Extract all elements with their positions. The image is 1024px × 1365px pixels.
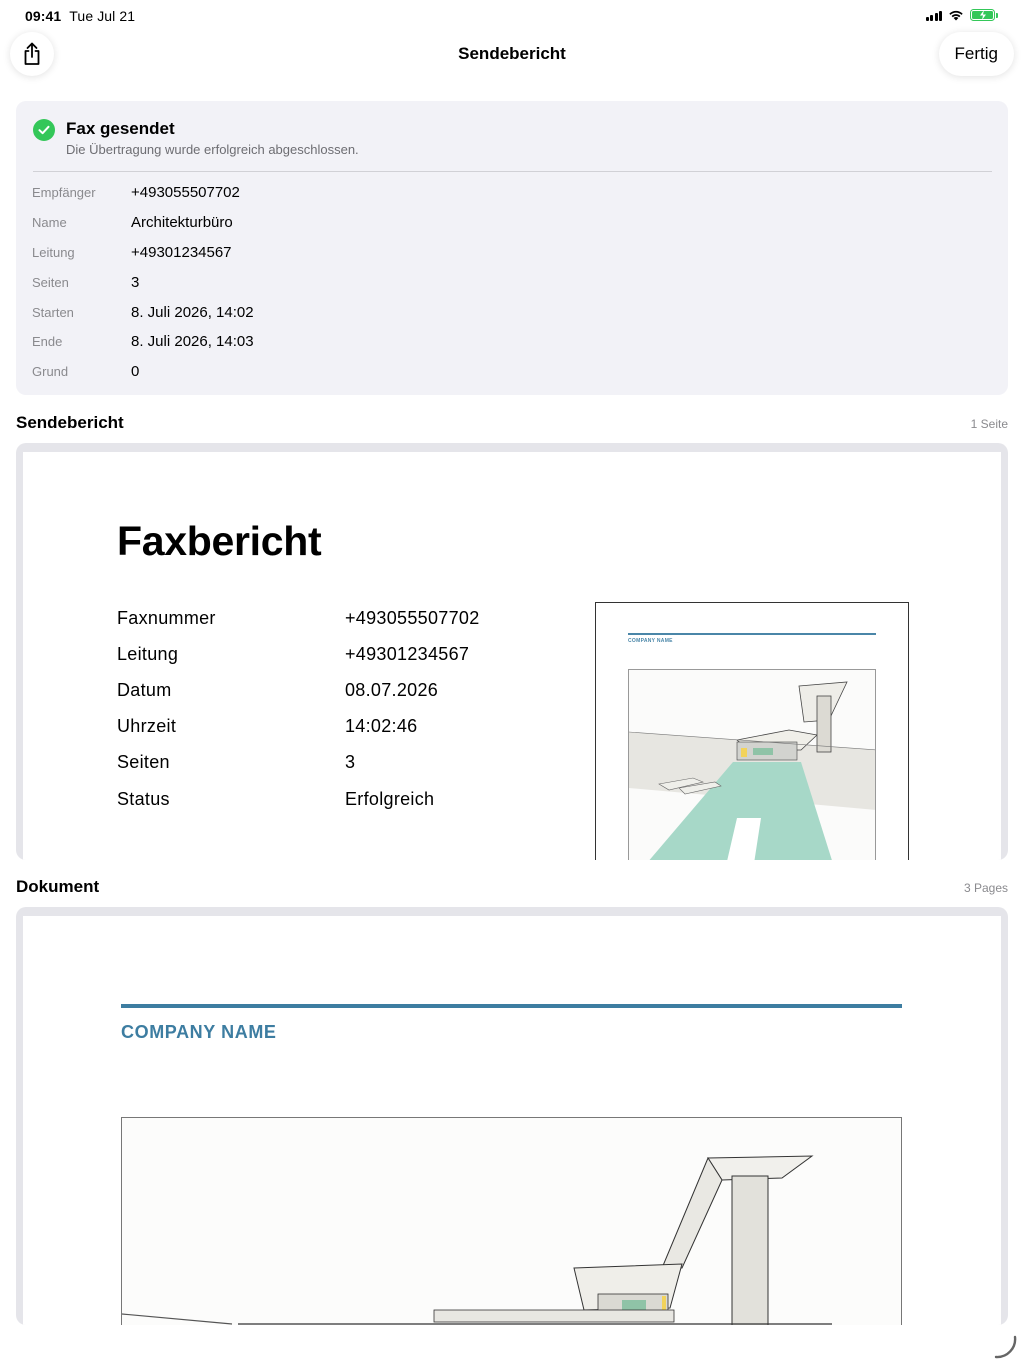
status-indicators <box>926 9 999 21</box>
status-subtitle: Die Übertragung wurde erfolgreich abgeschlossen. <box>66 142 359 157</box>
document-section-header <box>16 877 1008 897</box>
report-preview[interactable] <box>16 443 1008 860</box>
page-count: 3 Pages <box>963 881 1008 895</box>
status-title: Fax gesendet <box>66 119 175 138</box>
architecture-sketch-image <box>121 1117 902 1325</box>
detail-row-recipient <box>32 178 254 208</box>
done-button[interactable]: Fertig <box>939 32 1014 76</box>
report-row <box>117 672 480 708</box>
report-section-header <box>16 413 1008 433</box>
navigation-bar <box>0 32 1024 76</box>
detail-label: Empfänger <box>32 185 96 201</box>
status-header <box>33 118 359 157</box>
report-key: Uhrzeit <box>117 716 177 737</box>
report-heading: Faxbericht <box>117 518 322 564</box>
detail-row-pages <box>32 267 254 297</box>
detail-list <box>32 178 254 387</box>
report-key: Datum <box>117 679 172 700</box>
report-value: +493055507702 <box>345 607 480 628</box>
fax-summary-card <box>16 101 1008 395</box>
status-time: 09:41 Tue Jul 21 <box>25 8 136 24</box>
report-key: Leitung <box>117 643 179 664</box>
document-page <box>23 916 1001 1325</box>
report-key: Faxnummer <box>117 607 216 628</box>
report-row <box>117 636 480 672</box>
report-table <box>117 600 480 817</box>
report-row <box>117 781 480 817</box>
section-title: Dokument <box>16 877 100 896</box>
report-value: 3 <box>345 752 356 773</box>
page-count: 1 Seite <box>970 417 1008 431</box>
detail-row-reason <box>32 357 254 387</box>
detail-value: 8. Juli 2026, 14:03 <box>131 333 254 351</box>
report-value: 14:02:46 <box>345 716 418 737</box>
detail-value: 8. Juli 2026, 14:02 <box>131 303 254 321</box>
document-company-name: COMPANY NAME <box>121 1022 277 1042</box>
detail-row-end <box>32 327 254 357</box>
battery-icon <box>970 9 995 21</box>
detail-row-name <box>32 208 254 238</box>
report-key: Status <box>117 788 170 809</box>
report-row <box>117 709 480 745</box>
detail-label: Leitung <box>32 244 75 260</box>
report-key: Seiten <box>117 752 170 773</box>
detail-row-start <box>32 297 254 327</box>
report-row <box>117 600 480 636</box>
detail-label: Name <box>32 215 67 231</box>
cellular-signal-icon <box>926 9 943 21</box>
report-value: Erfolgreich <box>345 788 435 809</box>
report-page <box>23 452 1001 860</box>
divider <box>33 171 992 172</box>
thumbnail-accent-line <box>628 633 876 635</box>
detail-label: Starten <box>32 304 74 320</box>
detail-label: Ende <box>32 334 63 350</box>
document-preview[interactable] <box>16 907 1008 1325</box>
checkmark-circle-icon <box>33 119 55 141</box>
document-thumbnail <box>595 602 909 860</box>
architecture-sketch-image <box>628 669 876 860</box>
report-value: 08.07.2026 <box>345 679 439 700</box>
document-accent-line <box>121 1004 902 1008</box>
status-bar <box>0 0 1024 32</box>
wifi-icon <box>948 9 964 21</box>
thumbnail-company-name: COMPANY NAME <box>628 638 673 644</box>
report-row <box>117 745 480 781</box>
detail-row-line <box>32 238 254 268</box>
detail-value: 0 <box>131 363 140 381</box>
report-value: +49301234567 <box>345 643 470 664</box>
section-title: Sendebericht <box>16 413 124 432</box>
detail-value: 3 <box>131 273 140 291</box>
detail-label: Seiten <box>32 274 69 290</box>
loading-spinner-icon <box>992 1334 1018 1360</box>
detail-value: +49301234567 <box>131 243 232 261</box>
page-title: Sendebericht <box>458 44 566 63</box>
detail-label: Grund <box>32 364 69 380</box>
detail-value: Architekturbüro <box>131 214 233 232</box>
detail-value: +493055507702 <box>131 184 240 202</box>
